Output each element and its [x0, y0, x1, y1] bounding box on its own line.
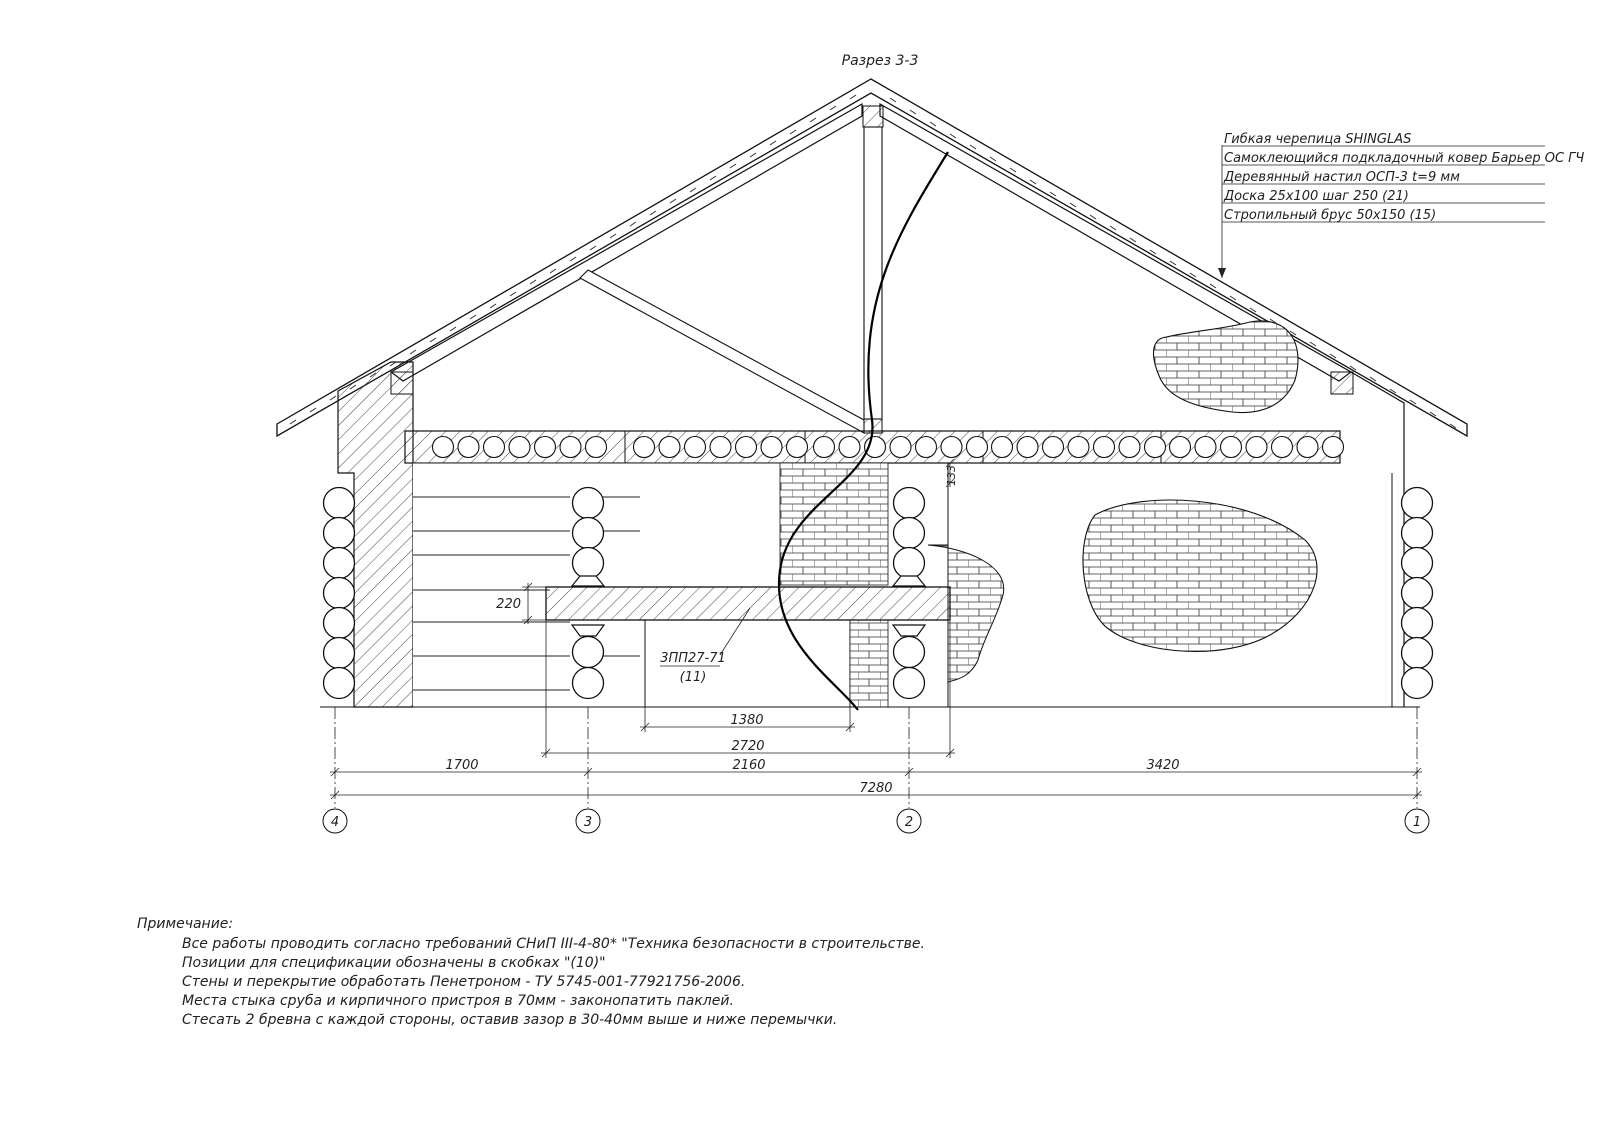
- callout-arrow: [1218, 268, 1226, 278]
- log: [324, 488, 355, 519]
- section-title: Разрез 3-3: [841, 53, 919, 69]
- slab-core: [509, 437, 530, 458]
- slab-core: [839, 437, 860, 458]
- log: [324, 578, 355, 609]
- log: [324, 668, 355, 699]
- roof-layer-3: Деревянный настил ОСП-3 t=9 мм: [1224, 170, 1460, 185]
- slab-core: [1297, 437, 1318, 458]
- slab-core: [1195, 437, 1216, 458]
- slab-core: [787, 437, 808, 458]
- log: [324, 608, 355, 639]
- dim-total: 7280: [859, 781, 893, 796]
- axis-label-2: 2: [904, 815, 914, 830]
- dim-span-3-2: 2160: [732, 758, 766, 773]
- lintel-position: (11): [679, 670, 707, 685]
- brick-break-out-2: [1083, 500, 1317, 651]
- cut-log: [893, 625, 925, 636]
- slab-core: [1145, 437, 1166, 458]
- slab-core: [560, 437, 581, 458]
- slab-core: [1043, 437, 1064, 458]
- ridge-beam: [863, 106, 883, 127]
- axis-markers: [323, 809, 1429, 833]
- note-item-3: Стены и перекрытие обработать Пенетроном - ТУ 5745-001-77921756-2006.: [182, 974, 746, 990]
- slab-core: [1017, 437, 1038, 458]
- dim-lintel-height: 220: [496, 597, 521, 612]
- log: [573, 518, 604, 549]
- dim-span-2-1: 3420: [1146, 758, 1180, 773]
- slab-core: [535, 437, 556, 458]
- log: [894, 488, 925, 519]
- log: [1402, 518, 1433, 549]
- log: [1402, 488, 1433, 519]
- note-item-4: Места стыка сруба и кирпичного пристроя в 70мм - законопатить паклей.: [182, 993, 734, 1009]
- slab-core: [941, 437, 962, 458]
- slab-core: [634, 437, 655, 458]
- log: [1402, 668, 1433, 699]
- note-item-2: Позиции для спецификации обозначены в скобках "(10)": [182, 955, 606, 971]
- slab-core: [890, 437, 911, 458]
- cut-log: [893, 576, 925, 586]
- log: [573, 668, 604, 699]
- slab-core: [814, 437, 835, 458]
- axis-label-4: 4: [330, 815, 340, 830]
- slab-core: [1170, 437, 1191, 458]
- log: [1402, 578, 1433, 609]
- slab-core: [992, 437, 1013, 458]
- slab-core: [710, 437, 731, 458]
- log: [1402, 548, 1433, 579]
- slab-core: [458, 437, 479, 458]
- note-item-5: Стесать 2 бревна с каждой стороны, оставив зазор в 30-40мм выше и ниже перемычки.: [182, 1012, 838, 1028]
- lintel-label: 3ПП27-71: [660, 651, 726, 666]
- right-wall-plate: [1331, 372, 1353, 394]
- lintel-beam: [546, 587, 950, 620]
- log: [573, 637, 604, 668]
- log: [324, 518, 355, 549]
- dim-lintel-length: 2720: [731, 739, 765, 754]
- log: [894, 668, 925, 699]
- brick-wall-lower: [850, 620, 888, 707]
- roof-layer-1: Гибкая черепица SHINGLAS: [1224, 132, 1412, 147]
- roof-layer-2: Самоклеющийся подкладочный ковер Барьер ОС ГЧ: [1224, 151, 1585, 166]
- slab-core: [916, 437, 937, 458]
- slab-core: [586, 437, 607, 458]
- brick-wall-upper: [780, 463, 888, 585]
- log: [894, 548, 925, 579]
- slab-core: [1323, 437, 1344, 458]
- roof-layer-4: Доска 25х100 шаг 250 (21): [1224, 189, 1409, 204]
- log: [894, 637, 925, 668]
- log: [1402, 608, 1433, 639]
- log: [573, 548, 604, 579]
- slab-core: [1272, 437, 1293, 458]
- strut: [580, 270, 864, 433]
- notes: [137, 916, 925, 1028]
- slab-core: [685, 437, 706, 458]
- brick-break-out-3: [1154, 321, 1299, 413]
- slab-core: [761, 437, 782, 458]
- notes-heading: Примечание:: [137, 916, 234, 932]
- dim-opening: 1380: [730, 713, 764, 728]
- slab-core: [967, 437, 988, 458]
- log: [894, 518, 925, 549]
- slab-core: [484, 437, 505, 458]
- log: [573, 488, 604, 519]
- dim-gap: 133: [945, 465, 958, 486]
- left-rafter: [391, 104, 862, 381]
- ceiling-slab: [405, 431, 1344, 463]
- roof-layer-5: Стропильный брус 50х150 (15): [1224, 208, 1437, 223]
- log: [1402, 638, 1433, 669]
- log: [324, 638, 355, 669]
- slab-core: [1068, 437, 1089, 458]
- note-item-1: Все работы проводить согласно требований СНиП III-4-80* "Техника безопасности в строительстве.: [182, 936, 925, 952]
- slab-core: [433, 437, 454, 458]
- axis-label-1: 1: [1412, 815, 1422, 830]
- roof-layer-callout: [1218, 132, 1584, 278]
- slab-core: [1221, 437, 1242, 458]
- log: [324, 548, 355, 579]
- axis-label-3: 3: [583, 815, 593, 830]
- slab-core: [1246, 437, 1267, 458]
- king-post: [864, 127, 882, 419]
- slab-core: [659, 437, 680, 458]
- right-gable-wall: [1351, 372, 1404, 707]
- dim-span-4-3: 1700: [445, 758, 479, 773]
- slab-core: [1094, 437, 1115, 458]
- slab-core: [736, 437, 757, 458]
- slab-core: [1119, 437, 1140, 458]
